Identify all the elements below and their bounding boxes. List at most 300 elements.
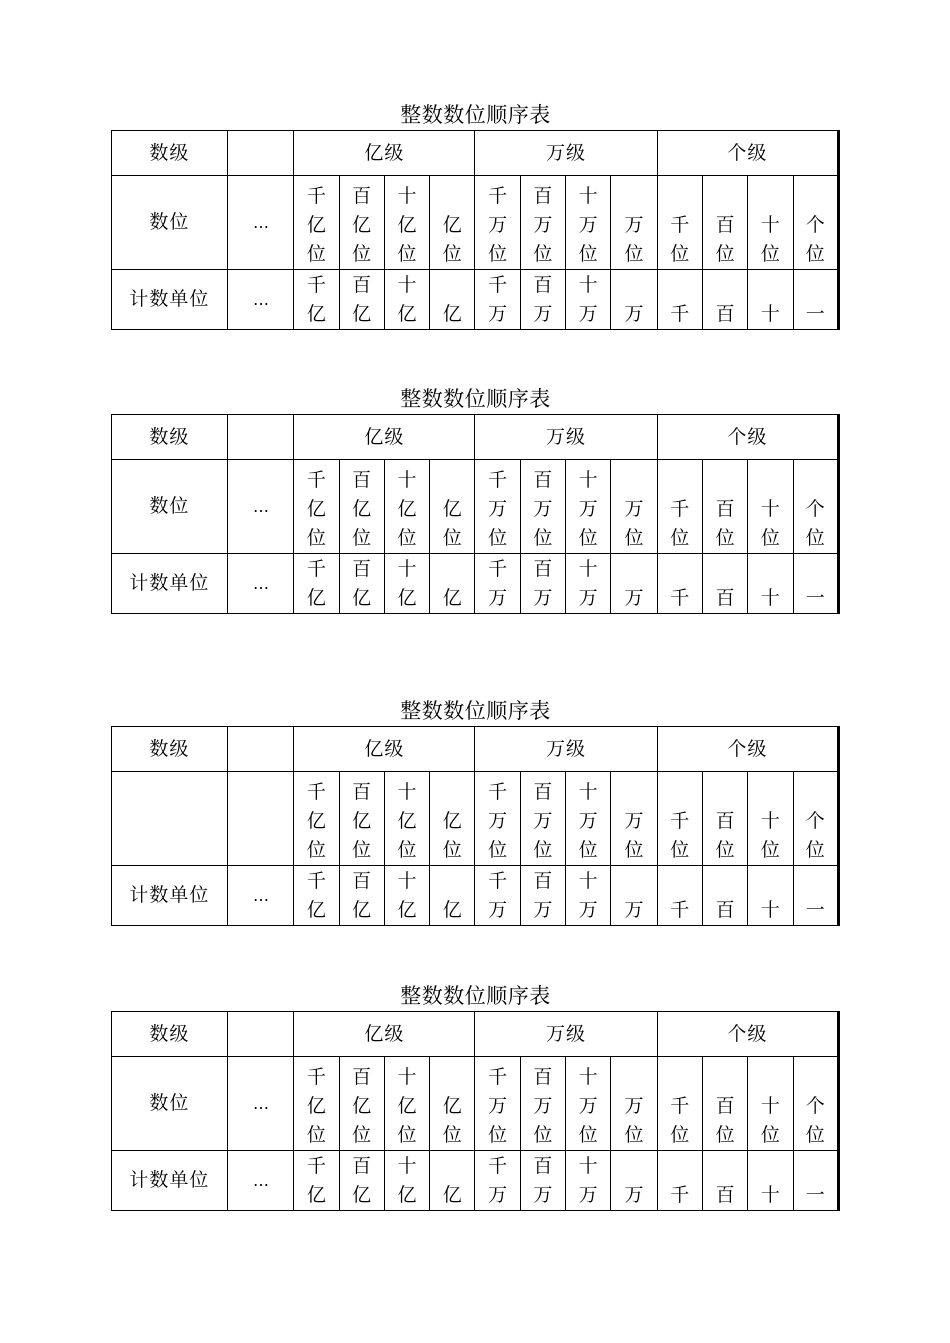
unit-char: 千 [306,558,326,580]
place-cell [294,460,339,554]
place-char: 万 [578,1095,598,1117]
place-char: 位 [306,243,326,265]
level-label: 数级 [112,1012,228,1057]
unit-cell [657,270,702,330]
place-cell [475,1057,520,1151]
unit-cell [520,866,565,926]
place-char: 亿 [397,810,417,832]
place-char: 十 [397,469,417,491]
place-char: 位 [306,839,326,861]
place-char: 千 [306,469,326,491]
unit-char: 十 [760,899,780,921]
unit-char: 百 [715,587,735,609]
unit-row [112,270,839,330]
unit-char: 千 [488,1155,508,1177]
place-char: 千 [306,185,326,207]
unit-cell [702,866,747,926]
unit-char: 百 [352,558,372,580]
empty-cell [227,131,293,176]
unit-char: 百 [352,1155,372,1177]
place-char: 十 [578,185,598,207]
unit-cell [294,554,339,614]
place-cell [748,1057,793,1151]
place-cell [294,1057,339,1151]
unit-cell [748,554,793,614]
unit-cell [475,1151,520,1211]
unit-char: 万 [624,587,644,609]
place-char: 位 [488,839,508,861]
place-row [112,176,839,270]
place-cell [430,460,475,554]
place-cell [793,176,838,270]
unit-cell [657,866,702,926]
unit-char: 万 [488,1184,508,1206]
place-cell [339,772,384,866]
place-char: 亿 [442,810,462,832]
place-char: 位 [578,839,598,861]
place-cell [657,1057,702,1151]
unit-char: 万 [578,1184,598,1206]
place-char: 万 [533,810,553,832]
unit-char: 千 [670,587,690,609]
level-cell: 个级 [657,131,838,176]
empty-cell [227,1012,293,1057]
unit-char: 万 [533,899,553,921]
place-char: 位 [624,839,644,861]
unit-char: 十 [397,274,417,296]
place-char: 万 [488,214,508,236]
place-char: 位 [578,243,598,265]
unit-char: 亿 [442,899,462,921]
place-char: 个 [805,498,825,520]
unit-char: 十 [397,1155,417,1177]
unit-char: 万 [578,587,598,609]
place-char: 万 [624,498,644,520]
unit-char: 十 [578,870,598,892]
place-cell [611,176,657,270]
unit-char: 万 [624,1184,644,1206]
unit-char: 千 [670,899,690,921]
place-char: 亿 [352,498,372,520]
unit-cell [793,866,838,926]
unit-char: 亿 [397,303,417,325]
place-row [112,460,839,554]
place-cell [748,176,793,270]
unit-cell [520,554,565,614]
place-char: 千 [306,781,326,803]
unit-char: 亿 [306,1184,326,1206]
level-row [112,1012,839,1057]
place-char: 亿 [397,498,417,520]
place-char: 百 [715,498,735,520]
unit-char: 亿 [352,899,372,921]
place-cell [566,772,611,866]
unit-char: 一 [805,587,825,609]
place-cell [657,176,702,270]
unit-char: 百 [715,303,735,325]
place-char: 位 [670,243,690,265]
place-char: 万 [578,214,598,236]
unit-cell [294,270,339,330]
unit-cell [520,270,565,330]
place-char: 百 [352,469,372,491]
place-char: 万 [488,498,508,520]
place-char: 千 [670,498,690,520]
unit-char: 百 [352,870,372,892]
unit-char: 十 [397,558,417,580]
unit-cell [748,866,793,926]
place-char: 亿 [306,498,326,520]
place-char: 位 [488,527,508,549]
place-char: 位 [488,1124,508,1146]
place-ellipsis [227,772,293,866]
place-char: 位 [715,243,735,265]
level-cell: 亿级 [294,1012,475,1057]
empty-cell [227,415,293,460]
unit-char: 千 [306,1155,326,1177]
place-char: 百 [533,469,553,491]
place-cell [475,176,520,270]
unit-char: 十 [760,303,780,325]
place-char: 位 [578,1124,598,1146]
place-char: 万 [488,810,508,832]
unit-char: 百 [533,1155,553,1177]
place-value-table-block [111,384,840,614]
place-char: 千 [488,185,508,207]
level-cell: 个级 [657,415,838,460]
place-char: 千 [488,781,508,803]
place-cell [566,176,611,270]
place-char: 位 [306,1124,326,1146]
table-title: 整数数位顺序表 [400,387,551,411]
place-char: 位 [670,839,690,861]
place-char: 位 [397,527,417,549]
place-char: 位 [760,527,780,549]
place-cell [520,1057,565,1151]
place-value-table [111,414,840,614]
unit-cell [566,554,611,614]
place-char: 位 [805,1124,825,1146]
place-char: 万 [578,498,598,520]
unit-char: 千 [488,870,508,892]
unit-char: 亿 [397,899,417,921]
unit-char: 百 [533,870,553,892]
place-cell [566,460,611,554]
place-char: 亿 [442,498,462,520]
table-title: 整数数位顺序表 [400,103,551,127]
level-label: 数级 [112,415,228,460]
level-cell: 亿级 [294,131,475,176]
level-row [112,131,839,176]
place-cell [294,772,339,866]
place-char: 千 [488,469,508,491]
unit-char: 亿 [306,899,326,921]
place-char: 位 [760,243,780,265]
place-cell [520,460,565,554]
place-label: 数位 [112,176,228,270]
place-cell [384,176,429,270]
place-cell [702,460,747,554]
place-ellipsis: … [227,1057,293,1151]
place-char: 位 [624,527,644,549]
unit-cell [702,270,747,330]
unit-char: 万 [533,303,553,325]
level-row [112,727,839,772]
unit-cell [475,866,520,926]
unit-char: 万 [578,303,598,325]
place-char: 位 [670,527,690,549]
place-char: 百 [352,1066,372,1088]
place-char: 千 [306,1066,326,1088]
unit-cell [611,270,657,330]
place-cell [611,1057,657,1151]
unit-char: 亿 [397,587,417,609]
place-char: 千 [670,810,690,832]
unit-char: 一 [805,303,825,325]
unit-ellipsis: … [227,1151,293,1211]
unit-row [112,1151,839,1211]
unit-cell [793,1151,838,1211]
place-char: 位 [397,243,417,265]
place-char: 位 [397,1124,417,1146]
place-value-table [111,726,840,926]
level-label: 数级 [112,131,228,176]
place-char: 百 [533,781,553,803]
place-char: 位 [352,1124,372,1146]
place-char: 个 [805,1095,825,1117]
unit-row [112,554,839,614]
unit-cell [294,1151,339,1211]
place-char: 位 [715,1124,735,1146]
unit-char: 亿 [352,1184,372,1206]
place-char: 百 [715,214,735,236]
unit-label: 计数单位 [112,1151,228,1211]
place-cell [748,772,793,866]
place-value-table-block [111,981,840,1211]
place-char: 十 [397,185,417,207]
place-cell [793,1057,838,1151]
place-char: 十 [578,1066,598,1088]
place-cell [430,772,475,866]
table-title: 整数数位顺序表 [400,984,551,1008]
place-char: 十 [760,810,780,832]
place-char: 十 [578,469,598,491]
unit-char: 万 [488,587,508,609]
unit-char: 一 [805,899,825,921]
unit-char: 万 [624,899,644,921]
place-cell [384,1057,429,1151]
place-char: 位 [670,1124,690,1146]
unit-char: 亿 [352,587,372,609]
unit-cell [384,866,429,926]
place-cell [566,1057,611,1151]
unit-cell [294,866,339,926]
place-cell [384,460,429,554]
place-char: 百 [533,1066,553,1088]
unit-char: 千 [306,870,326,892]
place-cell [702,176,747,270]
place-char: 位 [397,839,417,861]
unit-cell [339,270,384,330]
unit-char: 千 [488,558,508,580]
place-char: 位 [715,839,735,861]
place-char: 亿 [442,214,462,236]
place-char: 万 [533,214,553,236]
place-cell [793,460,838,554]
unit-cell [339,554,384,614]
place-char: 亿 [352,1095,372,1117]
unit-char: 万 [488,899,508,921]
level-cell: 万级 [475,415,657,460]
unit-char: 千 [670,1184,690,1206]
unit-cell [339,1151,384,1211]
unit-ellipsis: … [227,270,293,330]
level-cell: 亿级 [294,727,475,772]
unit-char: 十 [578,558,598,580]
unit-cell [611,554,657,614]
place-char: 位 [442,1124,462,1146]
unit-cell [384,270,429,330]
place-char: 位 [306,527,326,549]
unit-char: 百 [352,274,372,296]
place-char: 百 [533,185,553,207]
place-cell [475,772,520,866]
place-cell [702,772,747,866]
unit-char: 十 [760,1184,780,1206]
place-cell [339,176,384,270]
empty-cell [227,727,293,772]
place-row [112,772,839,866]
unit-char: 百 [715,899,735,921]
place-value-table [111,1011,840,1211]
unit-char: 亿 [442,1184,462,1206]
place-char: 亿 [442,1095,462,1117]
unit-cell [430,866,475,926]
place-char: 亿 [306,214,326,236]
place-char: 百 [715,810,735,832]
unit-char: 亿 [397,1184,417,1206]
unit-cell [566,270,611,330]
unit-cell [520,1151,565,1211]
place-char: 万 [624,1095,644,1117]
place-char: 位 [624,243,644,265]
place-value-table-block [111,696,840,926]
place-char: 百 [352,781,372,803]
place-cell [611,772,657,866]
place-char: 万 [578,810,598,832]
place-char: 位 [488,243,508,265]
place-label [112,772,228,866]
unit-cell [566,866,611,926]
place-char: 个 [805,214,825,236]
place-cell [430,176,475,270]
unit-cell [430,1151,475,1211]
place-char: 位 [805,243,825,265]
place-char: 个 [805,810,825,832]
place-char: 万 [624,214,644,236]
level-label: 数级 [112,727,228,772]
place-char: 位 [760,1124,780,1146]
unit-char: 亿 [306,303,326,325]
place-char: 亿 [306,1095,326,1117]
place-char: 亿 [306,810,326,832]
place-ellipsis: … [227,460,293,554]
place-char: 亿 [352,810,372,832]
place-cell [339,460,384,554]
unit-char: 百 [715,1184,735,1206]
unit-char: 千 [306,274,326,296]
place-cell [339,1057,384,1151]
place-char: 位 [533,243,553,265]
place-label: 数位 [112,460,228,554]
place-cell [657,772,702,866]
unit-cell [748,1151,793,1211]
place-label: 数位 [112,1057,228,1151]
unit-char: 十 [578,1155,598,1177]
place-cell [657,460,702,554]
level-row [112,415,839,460]
place-char: 万 [624,810,644,832]
place-cell [611,460,657,554]
place-char: 位 [442,243,462,265]
unit-label: 计数单位 [112,270,228,330]
place-cell [520,772,565,866]
unit-char: 亿 [352,303,372,325]
unit-cell [475,554,520,614]
table-title: 整数数位顺序表 [400,699,551,723]
place-char: 位 [805,839,825,861]
unit-char: 亿 [442,587,462,609]
place-char: 万 [488,1095,508,1117]
unit-cell [430,270,475,330]
place-char: 位 [533,1124,553,1146]
place-char: 位 [715,527,735,549]
place-char: 十 [760,214,780,236]
place-value-table [111,130,840,330]
place-char: 位 [352,527,372,549]
unit-cell [339,866,384,926]
level-cell: 个级 [657,1012,838,1057]
place-char: 百 [715,1095,735,1117]
place-cell [520,176,565,270]
place-char: 位 [624,1124,644,1146]
unit-row [112,866,839,926]
place-char: 位 [760,839,780,861]
place-char: 万 [533,498,553,520]
place-cell [702,1057,747,1151]
unit-char: 百 [533,274,553,296]
unit-cell [430,554,475,614]
place-char: 千 [670,214,690,236]
unit-char: 亿 [442,303,462,325]
level-cell: 万级 [475,1012,657,1057]
unit-char: 十 [578,274,598,296]
place-char: 万 [533,1095,553,1117]
place-char: 千 [670,1095,690,1117]
place-char: 位 [805,527,825,549]
place-char: 十 [397,781,417,803]
unit-cell [748,270,793,330]
unit-char: 万 [624,303,644,325]
level-cell: 个级 [657,727,838,772]
unit-cell [384,554,429,614]
unit-char: 亿 [306,587,326,609]
unit-ellipsis: … [227,554,293,614]
unit-label: 计数单位 [112,554,228,614]
unit-cell [793,270,838,330]
unit-char: 十 [760,587,780,609]
place-char: 亿 [397,1095,417,1117]
